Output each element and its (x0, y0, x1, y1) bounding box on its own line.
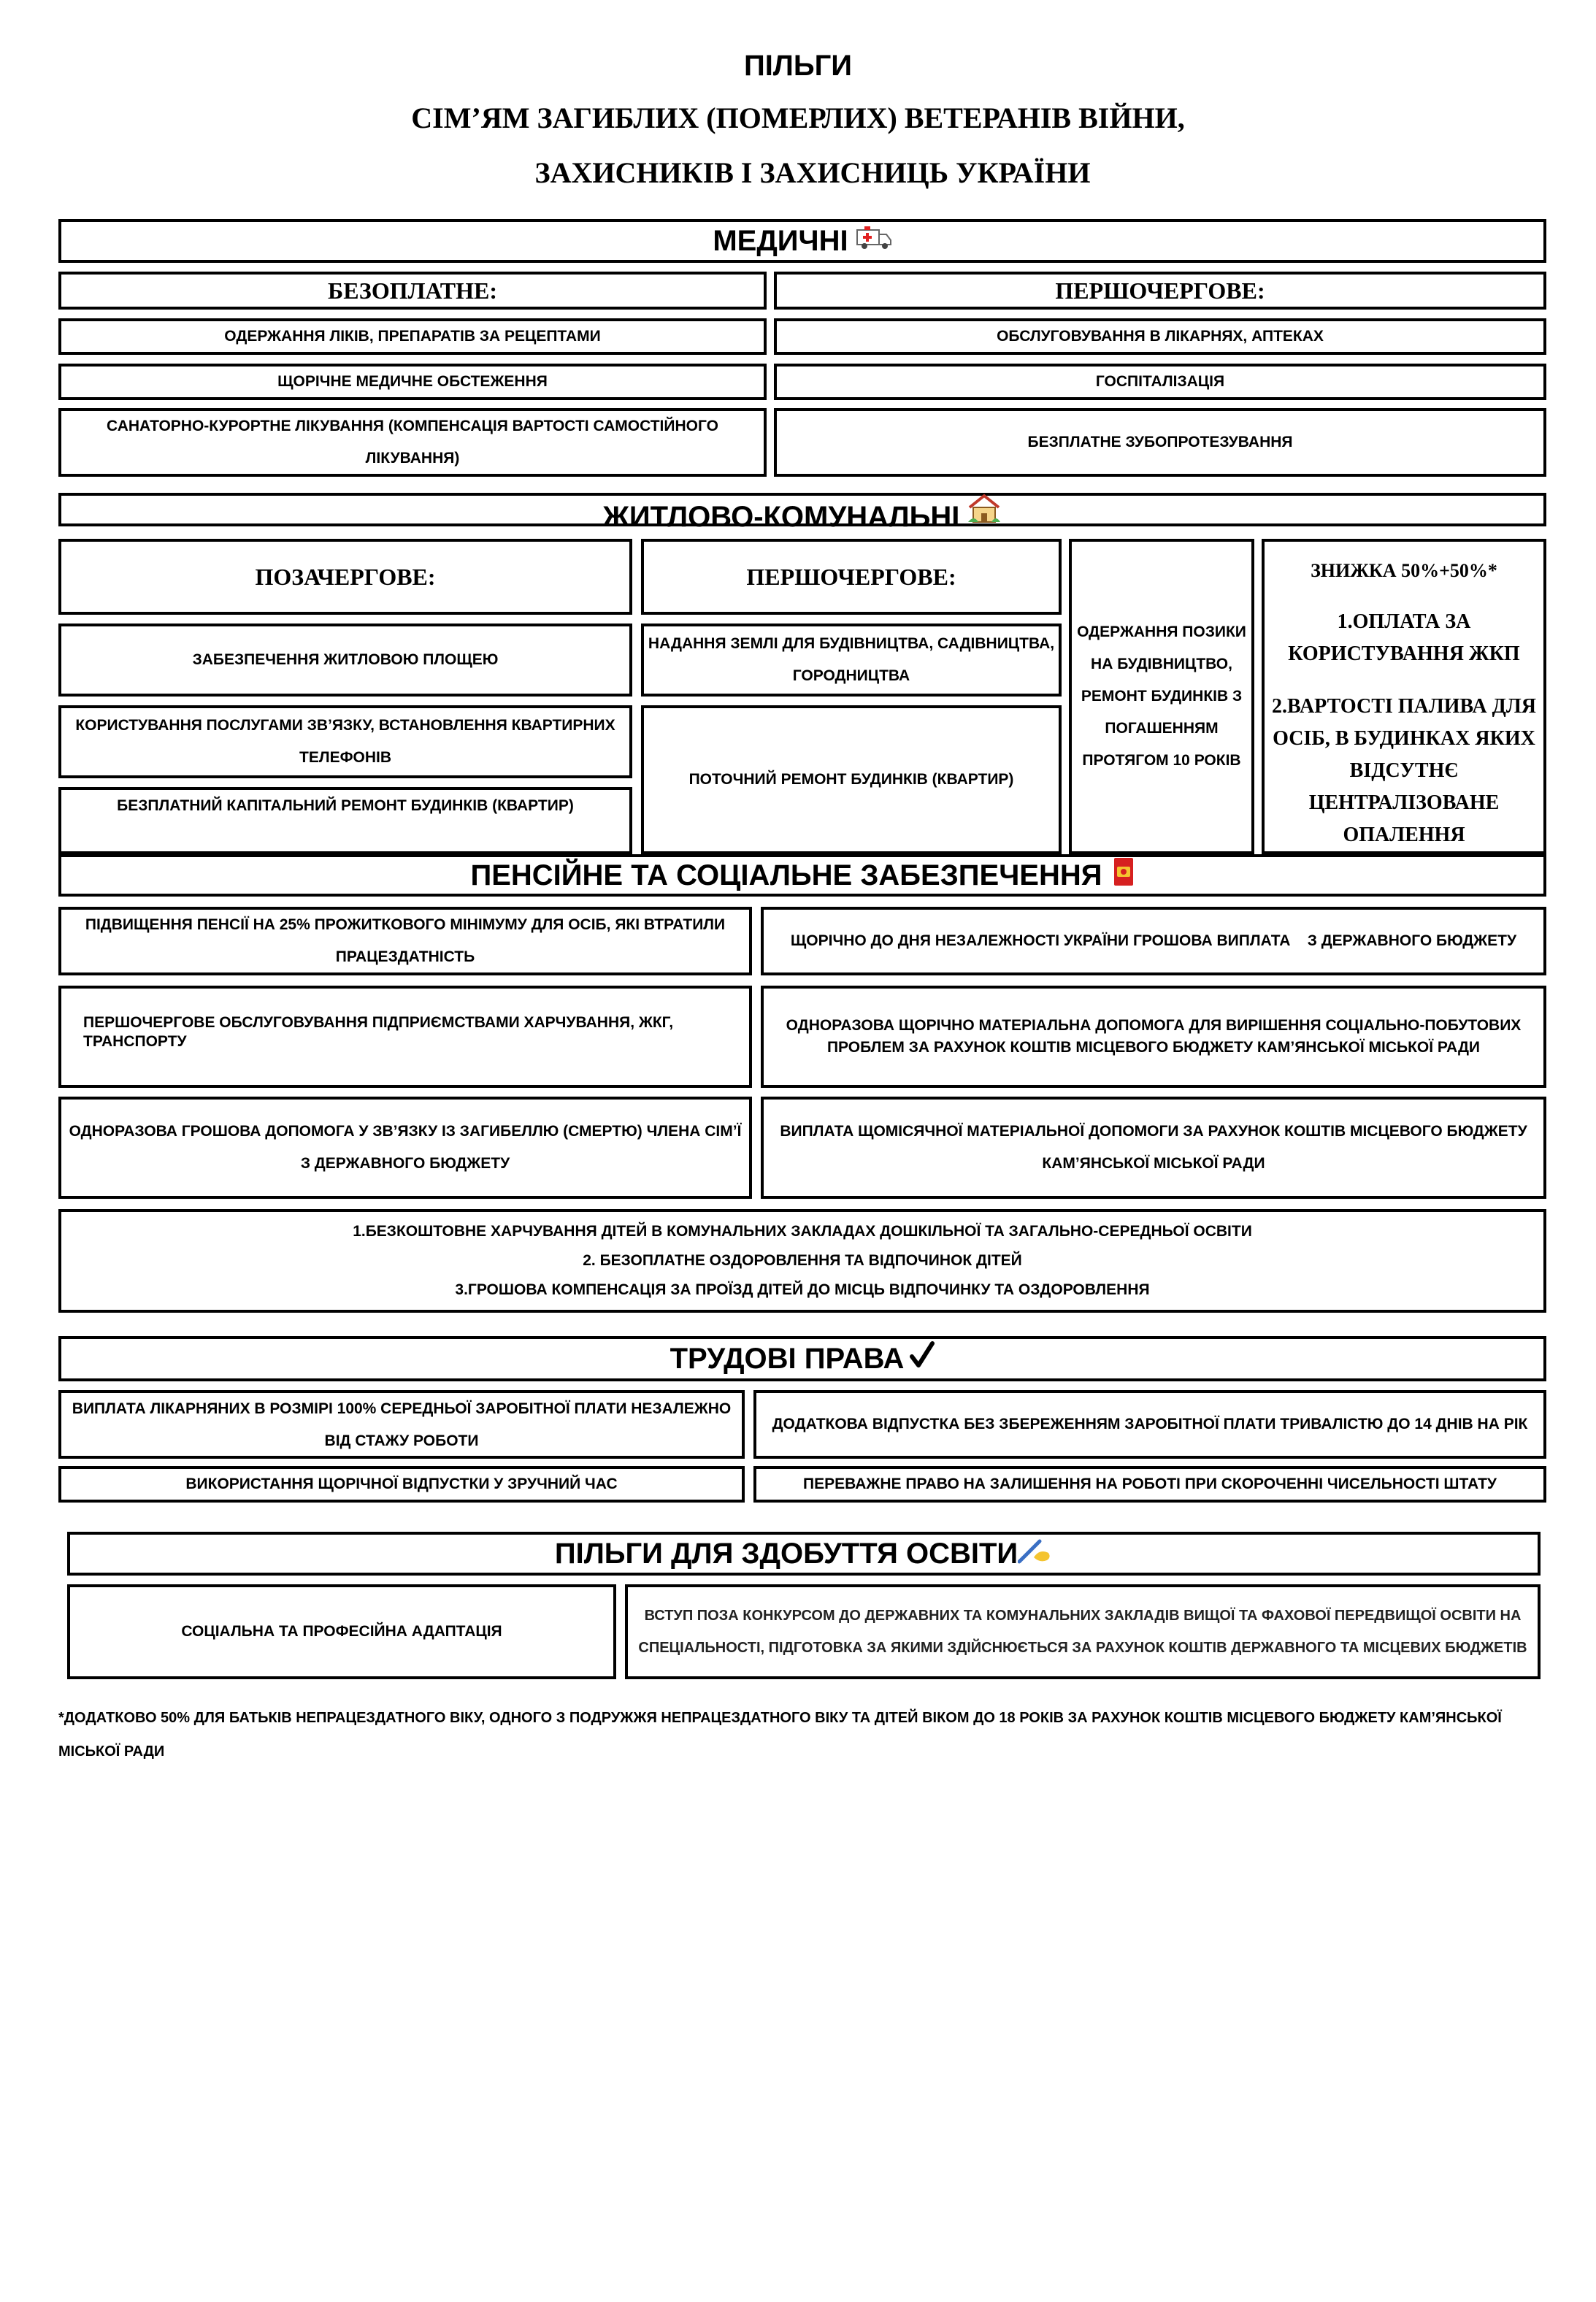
labor-title: ТРУДОВІ ПРАВА (670, 1342, 905, 1375)
housing-title: ЖИТЛОВО-КОМУНАЛЬНІ (602, 501, 960, 533)
pension-item-6: ВИПЛАТА ЩОМІСЯЧНОЇ МАТЕРІАЛЬНОЇ ДОПОМОГИ ЗА РАХУНОК КОШТІВ МІСЦЕВОГО БЮДЖЕТУ КАМ’ЯНСЬКОЇ МІСЬКОЇ РАДИ (761, 1097, 1546, 1199)
pension-item-4: ОДНОРАЗОВА ЩОРІЧНО МАТЕРІАЛЬНА ДОПОМОГА ДЛЯ ВИРІШЕННЯ СОЦІАЛЬНО-ПОБУТОВИХ ПРОБЛЕМ ЗА РАХУНОК КОШТІВ МІСЦЕВОГО БЮДЖЕТУ КАМ’ЯНСЬКОЇ МІСЬКОЇ РАДИ (761, 986, 1546, 1088)
page-subtitle-1: СІМ’ЯМ ЗАГИБЛИХ (ПОМЕРЛИХ) ВЕТЕРАНІВ ВІЙНИ, (411, 101, 1185, 134)
housing-section-header (58, 493, 1546, 533)
medical-priority-item-2: ГОСПІТАЛІЗАЦІЯ (774, 364, 1546, 400)
pension-title: ПЕНСІЙНЕ ТА СОЦІАЛЬНЕ ЗАБЕЗПЕЧЕННЯ (470, 859, 1102, 891)
medical-priority-item-3: БЕЗПЛАТНЕ ЗУБОПРОТЕЗУВАННЯ (774, 408, 1546, 477)
check-mark-icon (910, 1340, 935, 1377)
housing-out-of-turn-item-2: КОРИСТУВАННЯ ПОСЛУГАМИ ЗВ’ЯЗКУ, ВСТАНОВЛЕННЯ КВАРТИРНИХ ТЕЛЕФОНІВ (58, 705, 632, 778)
housing-priority-item-2: ПОТОЧНИЙ РЕМОНТ БУДИНКІВ (КВАРТИР) (641, 705, 1062, 854)
writing-hand-icon (1018, 1535, 1053, 1572)
medical-section-header (58, 219, 1546, 263)
labor-item-3: ВИКОРИСТАННЯ ЩОРІЧНОЇ ВІДПУСТКИ У ЗРУЧНИЙ ЧАС (58, 1466, 745, 1503)
pension-children-item-3: 3.ГРОШОВА КОМПЕНСАЦІЯ ЗА ПРОЇЗД ДІТЕЙ ДО МІСЦЬ ВІДПОЧИНКУ ТА ОЗДОРОВЛЕННЯ (455, 1281, 1150, 1298)
labor-item-2: ДОДАТКОВА ВІДПУСТКА БЕЗ ЗБЕРЕЖЕННЯМ ЗАРОБІТНОЇ ПЛАТИ ТРИВАЛІСТЮ ДО 14 ДНІВ НА РІК (753, 1390, 1546, 1459)
education-title: ПІЛЬГИ ДЛЯ ЗДОБУТТЯ ОСВІТИ (554, 1537, 1018, 1570)
pension-item-1: ПІДВИЩЕННЯ ПЕНСІЇ НА 25% ПРОЖИТКОВОГО МІНІМУМУ ДЛЯ ОСІБ, ЯКІ ВТРАТИЛИ ПРАЦЕЗДАТНІСТЬ (58, 907, 752, 975)
housing-discount-item-2: 2.ВАРТОСТІ ПАЛИВА ДЛЯ ОСІБ, В БУДИНКАХ ЯКИХ ВІДСУТНЄ ЦЕНТРАЛІЗОВАНЕ ОПАЛЕННЯ (1272, 695, 1536, 846)
housing-out-of-turn-item-1: ЗАБЕЗПЕЧЕННЯ ЖИТЛОВОЮ ПЛОЩЕЮ (58, 624, 632, 697)
pension-children-item-2: 2. БЕЗОПЛАТНЕ ОЗДОРОВЛЕННЯ ТА ВІДПОЧИНОК ДІТЕЙ (583, 1252, 1022, 1269)
housing-discount-box (1262, 539, 1546, 854)
page-title: ПІЛЬГИ (743, 50, 853, 82)
page-subtitle-2: ЗАХИСНИКІВ І ЗАХИСНИЦЬ УКРАЇНИ (534, 156, 1091, 189)
housing-out-of-turn-header: ПОЗАЧЕРГОВЕ: (58, 539, 632, 615)
medical-title: МЕДИЧНІ (713, 224, 848, 257)
housing-discount-title: ЗНИЖКА 50%+50%* (1311, 560, 1497, 581)
pension-item-3: ПЕРШОЧЕРГОВЕ ОБСЛУГОВУВАННЯ ПІДПРИЄМСТВАМИ ХАРЧУВАННЯ, ЖКГ, ТРАНСПОРТУ (58, 986, 752, 1088)
pension-section-header (58, 854, 1546, 897)
education-item-2: ВСТУП ПОЗА КОНКУРСОМ ДО ДЕРЖАВНИХ ТА КОМУНАЛЬНИХ ЗАКЛАДІВ ВИЩОЇ ТА ФАХОВОЇ ПЕРЕДВИЩОЇ ОСВІТИ НА СПЕЦІАЛЬНОСТІ, ПІДГОТОВКА ЗА ЯКИМИ ЗДІЙСНЮЄТЬСЯ ЗА РАХУНОК КОШТІВ ДЕРЖАВНОГО ТА МІСЦЕВИХ БЮДЖЕТІВ (625, 1584, 1541, 1679)
housing-priority-item-1: НАДАННЯ ЗЕМЛІ ДЛЯ БУДІВНИЦТВА, САДІВНИЦТВА, ГОРОДНИЦТВА (641, 624, 1062, 697)
pension-item-2: ЩОРІЧНО ДО ДНЯ НЕЗАЛЕЖНОСТІ УКРАЇНИ ГРОШОВА ВИПЛАТА З ДЕРЖАВНОГО БЮДЖЕТУ (761, 907, 1546, 975)
money-envelope-icon (1113, 856, 1135, 894)
education-section-header (67, 1532, 1541, 1576)
medical-free-header: БЕЗОПЛАТНЕ: (58, 272, 767, 310)
house-icon (967, 493, 1002, 531)
labor-section-header (58, 1336, 1546, 1381)
housing-out-of-turn-item-3: БЕЗПЛАТНИЙ КАПІТАЛЬНИЙ РЕМОНТ БУДИНКІВ (КВАРТИР) (58, 787, 632, 854)
medical-free-item-3: САНАТОРНО-КУРОРТНЕ ЛІКУВАННЯ (КОМПЕНСАЦІЯ ВАРТОСТІ САМОСТІЙНОГО ЛІКУВАННЯ) (58, 408, 767, 477)
labor-item-4: ПЕРЕВАЖНЕ ПРАВО НА ЗАЛИШЕННЯ НА РОБОТІ ПРИ СКОРОЧЕННІ ЧИСЕЛЬНОСТІ ШТАТУ (753, 1466, 1546, 1503)
medical-free-item-1: ОДЕРЖАННЯ ЛІКІВ, ПРЕПАРАТІВ ЗА РЕЦЕПТАМИ (58, 318, 767, 355)
pension-item-5: ОДНОРАЗОВА ГРОШОВА ДОПОМОГА У ЗВ’ЯЗКУ ІЗ ЗАГИБЕЛЛЮ (СМЕРТЮ) ЧЛЕНА СІМ’Ї З ДЕРЖАВНОГО БЮДЖЕТУ (58, 1097, 752, 1199)
pension-children-box (58, 1209, 1546, 1313)
medical-free-item-2: ЩОРІЧНЕ МЕДИЧНЕ ОБСТЕЖЕННЯ (58, 364, 767, 400)
medical-priority-item-1: ОБСЛУГОВУВАННЯ В ЛІКАРНЯХ, АПТЕКАХ (774, 318, 1546, 355)
pension-children-item-1: 1.БЕЗКОШТОВНЕ ХАРЧУВАННЯ ДІТЕЙ В КОМУНАЛЬНИХ ЗАКЛАДАХ ДОШКІЛЬНОЇ ТА ЗАГАЛЬНО-СЕРЕДНЬОЇ ОСВІТИ (353, 1223, 1252, 1240)
housing-discount-item-1: 1.ОПЛАТА ЗА КОРИСТУВАННЯ ЖКП (1288, 610, 1520, 665)
footnote: *ДОДАТКОВО 50% ДЛЯ БАТЬКІВ НЕПРАЦЕЗДАТНОГО ВІКУ, ОДНОГО З ПОДРУЖЖЯ НЕПРАЦЕЗДАТНОГО ВІКУ ТА ДІТЕЙ ВІКОМ ДО 18 РОКІВ ЗА РАХУНОК КОШТІВ МІСЦЕВОГО БЮДЖЕТУ КАМ’ЯНСЬКОЇ МІСЬКОЇ РАДИ (58, 1710, 1502, 1760)
housing-priority-header: ПЕРШОЧЕРГОВЕ: (641, 539, 1062, 615)
medical-priority-header: ПЕРШОЧЕРГОВЕ: (774, 272, 1546, 310)
ambulance-icon (856, 223, 892, 259)
education-item-1: СОЦІАЛЬНА ТА ПРОФЕСІЙНА АДАПТАЦІЯ (67, 1584, 616, 1679)
housing-loan: ОДЕРЖАННЯ ПОЗИКИ НА БУДІВНИЦТВО, РЕМОНТ БУДИНКІВ З ПОГАШЕННЯМ ПРОТЯГОМ 10 РОКІВ (1069, 539, 1254, 854)
labor-item-1: ВИПЛАТА ЛІКАРНЯНИХ В РОЗМІРІ 100% СЕРЕДНЬОЇ ЗАРОБІТНОЇ ПЛАТИ НЕЗАЛЕЖНО ВІД СТАЖУ РОБОТИ (58, 1390, 745, 1459)
